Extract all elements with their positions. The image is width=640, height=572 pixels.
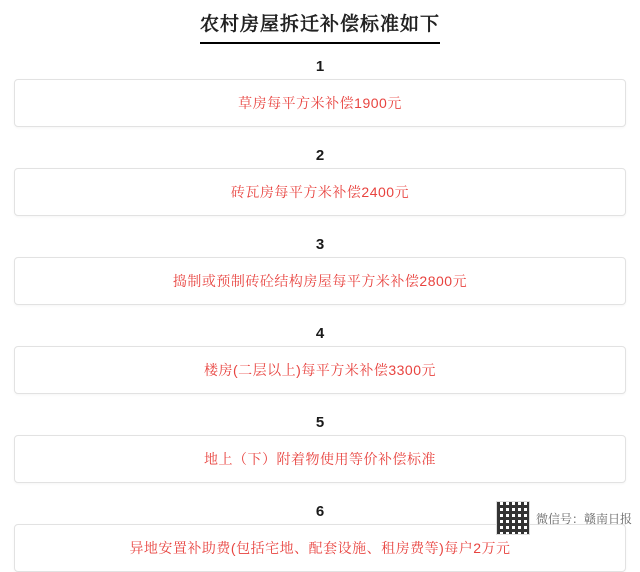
compensation-list (0, 58, 640, 572)
list-item-box (14, 257, 626, 305)
list-item-number: 5 (315, 414, 325, 431)
list-item-text: 捣制或预制砖砼结构房屋每平方米补偿2800元 (172, 273, 468, 289)
footer-watermark (496, 501, 632, 535)
footer-label: 微信号：赣南日报 (535, 511, 632, 526)
list-item-text: 草房每平方米补偿1900元 (238, 95, 402, 111)
list-item-text: 地上（下）附着物使用等价补偿标准 (204, 451, 436, 467)
list-item-text: 异地安置补助费(包括宅地、配套设施、租房费等)每户2万元 (129, 540, 511, 556)
list-item-box (14, 435, 626, 483)
list-item (14, 414, 626, 483)
page-title: 农村房屋拆迁补偿标准如下 (200, 12, 440, 44)
list-item-box (14, 168, 626, 216)
list-item (14, 325, 626, 394)
list-item (14, 58, 626, 127)
list-item-number: 3 (315, 236, 325, 253)
page-title-container (0, 0, 640, 44)
list-item-box (14, 346, 626, 394)
list-item-text: 楼房(二层以上)每平方米补偿3300元 (204, 362, 436, 378)
qr-code-icon (496, 501, 530, 535)
list-item-text: 砖瓦房每平方米补偿2400元 (230, 184, 410, 200)
list-item-number: 1 (315, 58, 325, 75)
list-item-number: 4 (315, 325, 325, 342)
list-item-number: 2 (315, 147, 325, 164)
list-item (14, 236, 626, 305)
list-item-number: 6 (315, 503, 325, 520)
list-item-box (14, 79, 626, 127)
list-item (14, 147, 626, 216)
